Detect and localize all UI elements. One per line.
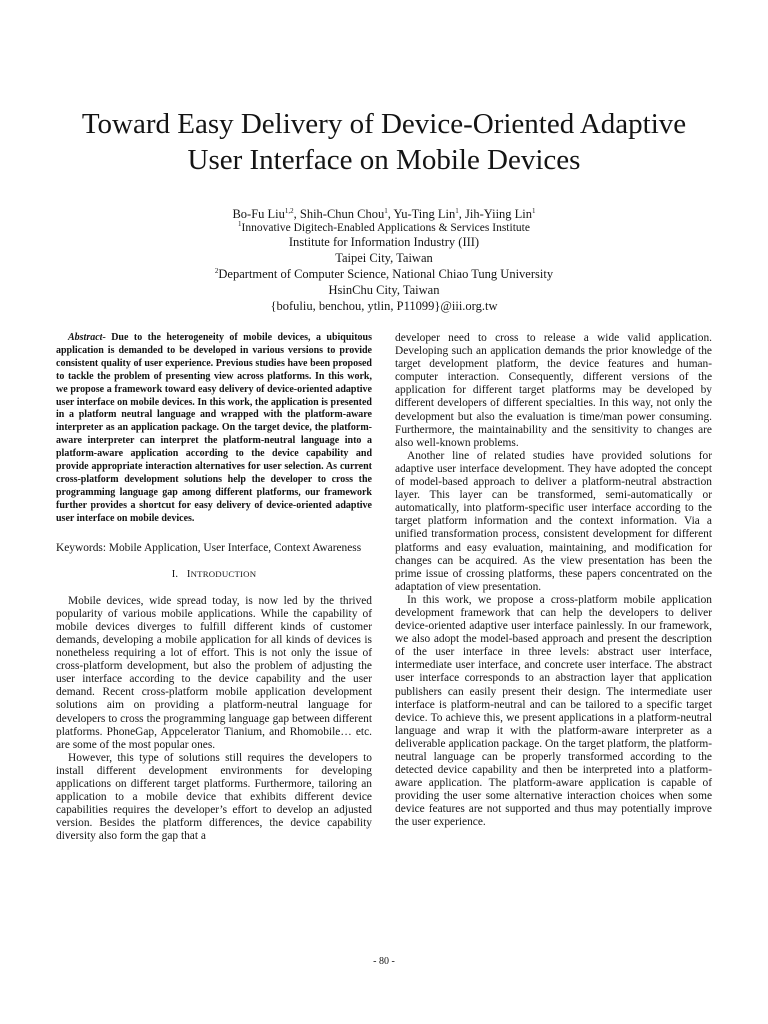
author-1: Bo-Fu Liu [232, 207, 285, 221]
title-line-2: User Interface on Mobile Devices [187, 144, 581, 176]
author-1-affil: 1,2 [284, 206, 294, 215]
section-heading-introduction [56, 568, 372, 581]
author-3: , Yu-Ting Lin [387, 207, 456, 221]
abstract [56, 332, 372, 526]
left-column [56, 332, 372, 843]
author-4-affil: 1 [532, 206, 536, 215]
affiliation-1-line-3: Taipei City, Taiwan [335, 251, 433, 265]
section-number: I. [171, 568, 179, 580]
right-column [395, 332, 712, 830]
section-title-rest: NTRODUCTION [190, 568, 257, 579]
intro-paragraph-4: Another line of related studies have provided solutions for adaptive user interface development. They have adopted the concept of model-based approach to deliver a platform-neutral abstraction layer. This layer can be transformed, semi-automatically or automatically, into platform-specific user interface according to the target platform information and the context information. Via a unified transformation process, consistent development for different platforms and easy evaluation, maintaining, and modification for changes can be acquired. As the view presentation has been the prime issue of crossing platforms, these papers concentrated on the adaptation of view presentation. [395, 449, 712, 593]
affiliation-1 [0, 222, 768, 234]
affiliation-2-name: Department of Computer Science, National Chiao Tung University [218, 267, 554, 281]
author-2-affil: 1 [384, 206, 388, 215]
abstract-text: Due to the heterogeneity of mobile devices, a ubiquitous application is demanded to be developed in various versions to provide consistent quality of user experience. Previous studies have been proposed to tackle the problem of presenting view across platforms. In this work, we propose a framework toward easy delivery of device-oriented adaptive user interface on mobile devices. In this work, the application is presented in a platform neutral language and wrapped with the platform-aware interpreter as an application package. On the target device, the platform-aware interpreter can interpret the platform-neutral language into a platform-aware application according to the device capability and provide appropriate interaction alternatives for user selection. As current cross-platform development solutions help the developer to cross the programming language gap among different platforms, our framework further provides a shortcut for easy delivery of device-oriented adaptive user interface on mobile devices. [56, 332, 372, 524]
keywords: Keywords: Mobile Application, User Interface, Context Awareness [56, 541, 362, 554]
affiliation-2-marker: 2 [214, 266, 219, 275]
author-2: , Shih-Chun Chou [293, 207, 385, 221]
author-4: , Jih-Yiing Lin [458, 207, 533, 221]
affiliation-1-name: Innovative Digitech-Enabled Applications & Services Institute [241, 222, 530, 234]
intro-paragraph-2: However, this type of solutions still requires the developers to install different development environments for developing applications on different target platforms. Furthermore, tailoring an application to a mobile device that exhibits different device capabilities requires the developer’s effort to develop an adjusted version. Besides the platform differences, the device capability diversity also form the gap that a [56, 751, 372, 843]
intro-paragraph-1: Mobile devices, wide spread today, is now led by the thrived popularity of various mobile applications. While the capability of mobile devices diverges to fulfill different kinds of customer demands, developing a mobile application for all kinds of devices is nonetheless requiring a lot of effort. This is not only the issue of cross-platform development, but also the problem of adjusting the user interface according to the device capability and the user demand. Recent cross-platform mobile application development solutions aim on providing a platform-neutral language for developers to cross the programming language gap between different platforms. PhoneGap, Appcelerator Tianium, and Rhomobile… etc. are some of the most popular ones. [56, 594, 372, 751]
affiliation-1-marker: 1 [238, 220, 242, 229]
intro-paragraph-5: In this work, we propose a cross-platform mobile application development framework that can help the developers to deliver device-oriented adaptive user interface painlessly. In our framework, we also adopt the model-based approach and present the description of the user interface in three levels: abstract user interface, intermediate user interface, and concrete user interface. The abstract user interface corresponds to an abstraction layer that application publishers can easily present their design. The intermediate user interface is platform-neutral and can be tailored to a specific target device. To achieve this, we present applications in a platform-neutral language and wrap it with the platform-aware interpreter as a deliverable application package. On the target platform, the platform-neutral language can be properly transformed according to the detected device capability and then be interpreted into a platform-aware application. The platform-aware application is capable of providing the user some alternative interaction choices when some device features are not supported and thus may potentially improve the user experience. [395, 593, 712, 829]
author-block [0, 206, 768, 314]
page-number: - 80 - [373, 956, 395, 967]
section-title-initial: I [186, 568, 191, 580]
author-3-affil: 1 [455, 206, 459, 215]
affiliation-2 [0, 266, 768, 282]
affiliation-1-line-2: Institute for Information Industry (III) [288, 235, 480, 249]
author-list [0, 206, 768, 222]
title-line-1: Toward Easy Delivery of Device-Oriented Adaptive [81, 108, 687, 140]
affiliation-2-line-2: HsinChu City, Taiwan [328, 283, 440, 297]
abstract-label: Abstract- [68, 332, 106, 343]
paper-title [40, 106, 728, 178]
intro-paragraph-3: developer need to cross to release a wide valid application. Developing such an application demands the prior knowledge of the target development platform, the device features and human-computer interaction. Consequently, different versions of the application for different target platforms may be developed by different developers of different specialties. In this way, not only the development but also the evaluation is time/man power consuming. Furthermore, the maintainability and the sensitivity to changes are also well-known problems. [395, 332, 712, 449]
author-emails: {bofuliu, benchou, ytlin, P11099}@iii.org.tw [270, 299, 498, 313]
